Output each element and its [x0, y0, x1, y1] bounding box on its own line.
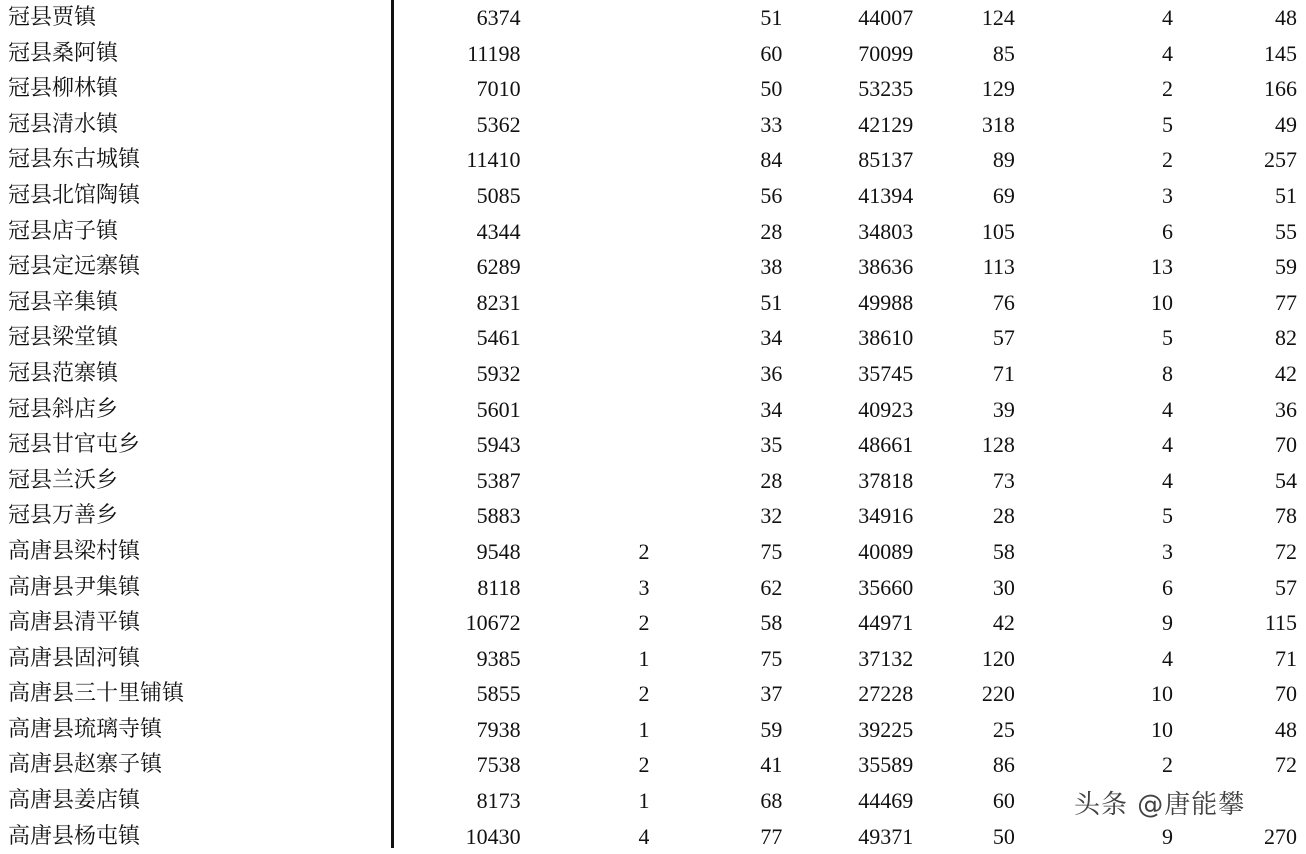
value-cell-c5: 113: [982, 254, 1015, 280]
value-cell-c3: 84: [760, 147, 783, 173]
value-cell-c1: 6374: [476, 5, 521, 30]
table-row: [0, 676, 1306, 712]
value-cell-c3: 56: [760, 182, 783, 208]
value-cell-c6: 13: [1151, 254, 1173, 280]
value-cell-c1: 5932: [476, 360, 521, 386]
value-cell-c6: 4: [1162, 40, 1173, 66]
value-cell-c2: [521, 356, 650, 392]
table-row: [0, 0, 1306, 36]
value-cell-c7: 48: [1275, 5, 1297, 30]
value-cell-c2: [521, 107, 650, 143]
value-cell-c3: 28: [760, 467, 783, 493]
value-cell-c5: 89: [992, 147, 1015, 173]
value-cell-c3: 34: [760, 325, 783, 351]
table-row: [0, 320, 1306, 356]
value-cell-c3: 75: [760, 538, 783, 564]
value-cell-c5: 86: [992, 752, 1015, 778]
value-cell-c7: 51: [1275, 182, 1297, 208]
table-row: [0, 819, 1306, 854]
value-cell-c3: 35: [760, 432, 783, 458]
value-cell-c4: 48661: [858, 432, 914, 458]
value-cell-c2: 4: [638, 823, 650, 849]
value-cell-c2: [521, 285, 650, 321]
township-name-cell: 高唐县三十里铺镇: [8, 681, 185, 707]
value-cell-c3: 77: [760, 823, 783, 849]
value-cell-c5: 76: [992, 289, 1015, 315]
value-cell-c4: 38610: [858, 325, 914, 351]
table-row: [0, 107, 1306, 143]
value-cell-c2: [521, 320, 650, 356]
value-cell-c3: 33: [760, 111, 783, 137]
value-cell-c6: 6: [1162, 574, 1173, 600]
table-row: [0, 285, 1306, 321]
township-name-cell: 高唐县杨屯镇: [8, 823, 141, 849]
value-cell-c3: 59: [760, 716, 783, 742]
value-cell-c2: 3: [638, 574, 650, 600]
township-name-cell: 高唐县赵寨子镇: [8, 752, 163, 778]
value-cell-c3: 60: [760, 40, 783, 66]
value-cell-c6: 2: [1162, 752, 1173, 778]
value-cell-c4: 44971: [858, 610, 914, 636]
value-cell-c7: 49: [1275, 111, 1297, 137]
value-cell-c7: 82: [1275, 325, 1297, 351]
value-cell-c5: 120: [981, 645, 1015, 671]
township-name-cell: 冠县北馆陶镇: [8, 182, 141, 208]
value-cell-c6: 9: [1162, 823, 1173, 849]
value-cell-c4: 44469: [858, 788, 914, 814]
value-cell-c5: 128: [981, 432, 1015, 458]
value-cell-c3: 37: [760, 681, 783, 707]
township-name-cell: 冠县范寨镇: [8, 360, 119, 386]
township-name-cell: 冠县店子镇: [8, 218, 119, 244]
township-name-cell: 冠县桑阿镇: [8, 40, 119, 66]
value-cell-c2: 2: [638, 610, 650, 636]
table-row: [0, 214, 1306, 250]
table-row: [0, 392, 1306, 428]
value-cell-c5: 42: [992, 610, 1015, 636]
value-cell-c4: 49988: [858, 289, 914, 315]
value-cell-c2: [521, 249, 650, 285]
watermark: 头条 @唐能攀: [1074, 790, 1246, 820]
value-cell-c2: [521, 142, 650, 178]
value-cell-c5: 30: [992, 574, 1015, 600]
column-divider: [391, 0, 394, 848]
value-cell-c2: 1: [638, 716, 650, 742]
township-name-cell: 高唐县姜店镇: [8, 788, 141, 814]
value-cell-c6: 2: [1162, 147, 1173, 173]
value-cell-c2: [521, 36, 650, 72]
value-cell-c1: 5883: [476, 503, 521, 529]
value-cell-c3: 75: [760, 645, 783, 671]
value-cell-c6: 4: [1162, 432, 1173, 458]
value-cell-c6: 4: [1162, 396, 1173, 422]
table-row: [0, 605, 1306, 641]
value-cell-c1: 6289: [476, 254, 521, 280]
value-cell-c7: 36: [1275, 396, 1297, 422]
value-cell-c4: 70099: [858, 40, 914, 66]
value-cell-c3: 38: [760, 254, 783, 280]
value-cell-c2: [521, 71, 650, 107]
township-name-cell: 冠县清水镇: [8, 111, 119, 137]
value-cell-c1: 9548: [476, 538, 521, 564]
table-row: [0, 641, 1306, 677]
value-cell-c6: 4: [1162, 467, 1173, 493]
value-cell-c7: 57: [1275, 574, 1297, 600]
value-cell-c4: 40923: [858, 396, 914, 422]
value-cell-c1: 8173: [476, 788, 521, 814]
value-cell-c1: 7010: [476, 76, 521, 102]
value-cell-c5: 60: [992, 788, 1015, 814]
value-cell-c7: 70: [1275, 681, 1297, 707]
value-cell-c4: 38636: [858, 254, 914, 280]
table-row: [0, 463, 1306, 499]
value-cell-c3: 51: [760, 289, 783, 315]
value-cell-c1: 5461: [476, 325, 521, 351]
township-name-cell: 冠县兰沃乡: [8, 467, 119, 493]
value-cell-c3: 28: [760, 218, 783, 244]
township-name-cell: 冠县梁堂镇: [8, 325, 119, 351]
value-cell-c6: 6: [1162, 218, 1173, 244]
value-cell-c7: 70: [1275, 432, 1297, 458]
value-cell-c3: 34: [760, 396, 783, 422]
value-cell-c7: 59: [1275, 254, 1297, 280]
value-cell-c1: 5601: [476, 396, 521, 422]
value-cell-c6: 5: [1162, 503, 1173, 529]
value-cell-c4: 35589: [858, 752, 914, 778]
table-row: [0, 36, 1306, 72]
value-cell-c2: [521, 0, 650, 36]
value-cell-c3: 62: [760, 574, 783, 600]
value-cell-c4: 34916: [858, 503, 914, 529]
value-cell-c7: 55: [1275, 218, 1297, 244]
value-cell-c2: [521, 178, 650, 214]
township-name-cell: 高唐县清平镇: [8, 610, 141, 636]
value-cell-c6: 5: [1162, 325, 1173, 351]
table-row: [0, 356, 1306, 392]
value-cell-c5: 73: [992, 467, 1015, 493]
value-cell-c3: 68: [760, 788, 783, 814]
value-cell-c7: 42: [1275, 360, 1297, 386]
value-cell-c4: 40089: [858, 538, 914, 564]
value-cell-c7: 270: [1264, 823, 1297, 849]
value-cell-c5: 57: [992, 325, 1015, 351]
value-cell-c7: 72: [1275, 752, 1297, 778]
township-name-cell: 高唐县琉璃寺镇: [8, 716, 163, 742]
value-cell-c7: 72: [1275, 538, 1297, 564]
table-row: [0, 534, 1306, 570]
value-cell-c1: 7538: [476, 752, 521, 778]
table-row: [0, 249, 1306, 285]
value-cell-c5: 85: [992, 40, 1015, 66]
value-cell-c1: 5387: [476, 467, 521, 493]
value-cell-c7: 78: [1275, 503, 1297, 529]
value-cell-c1: 5085: [476, 182, 521, 208]
value-cell-c7: 54: [1275, 467, 1297, 493]
table-row: [0, 712, 1306, 748]
township-name-cell: 冠县柳林镇: [8, 76, 119, 102]
value-cell-c1: 8231: [476, 289, 521, 315]
value-cell-c2: 2: [638, 752, 650, 778]
value-cell-c4: 35745: [858, 360, 914, 386]
table-row: [0, 570, 1306, 606]
table-row: [0, 142, 1306, 178]
value-cell-c6: 8: [1162, 360, 1173, 386]
township-name-cell: 高唐县梁村镇: [8, 538, 141, 564]
value-cell-c4: 37132: [858, 645, 914, 671]
value-cell-c4: 39225: [858, 716, 914, 742]
table-row: [0, 498, 1306, 534]
value-cell-c1: 7938: [476, 716, 521, 742]
value-cell-c5: 69: [992, 182, 1015, 208]
value-cell-c2: [521, 392, 650, 428]
value-cell-c5: 129: [981, 76, 1015, 102]
value-cell-c5: 28: [992, 503, 1015, 529]
value-cell-c1: 11410: [466, 147, 521, 173]
township-name-cell: 冠县东古城镇: [8, 147, 141, 173]
value-cell-c7: 145: [1264, 40, 1297, 66]
value-cell-c1: 11198: [467, 40, 521, 66]
value-cell-c6: 3: [1162, 182, 1173, 208]
value-cell-c1: 9385: [476, 645, 521, 671]
value-cell-c2: [521, 427, 650, 463]
value-cell-c2: [521, 214, 650, 250]
table-row: [0, 747, 1306, 783]
value-cell-c6: 10: [1151, 289, 1173, 315]
township-name-cell: 高唐县尹集镇: [8, 574, 141, 600]
township-name-cell: 冠县斜店乡: [8, 396, 119, 422]
value-cell-c1: 5943: [476, 432, 521, 458]
value-cell-c2: 1: [638, 645, 650, 671]
township-name-cell: 冠县万善乡: [8, 503, 119, 529]
value-cell-c4: 44007: [858, 5, 914, 30]
township-name-cell: 冠县贾镇: [8, 5, 97, 30]
value-cell-c4: 34803: [858, 218, 914, 244]
value-cell-c4: 42129: [858, 111, 914, 137]
value-cell-c6: 2: [1162, 76, 1173, 102]
value-cell-c6: 4: [1162, 645, 1173, 671]
value-cell-c5: 220: [981, 681, 1015, 707]
township-name-cell: 冠县辛集镇: [8, 289, 119, 315]
township-name-cell: 冠县甘官屯乡: [8, 432, 141, 458]
value-cell-c2: [521, 463, 650, 499]
table-row: [0, 427, 1306, 463]
value-cell-c5: 25: [992, 716, 1015, 742]
value-cell-c2: 2: [638, 681, 650, 707]
value-cell-c4: 41394: [858, 182, 914, 208]
value-cell-c6: 10: [1151, 716, 1173, 742]
value-cell-c4: 37818: [858, 467, 914, 493]
value-cell-c6: 10: [1151, 681, 1173, 707]
value-cell-c4: 27228: [858, 681, 914, 707]
value-cell-c5: 58: [992, 538, 1015, 564]
value-cell-c2: 1: [638, 788, 650, 814]
value-cell-c7: 115: [1264, 610, 1297, 636]
value-cell-c3: 58: [760, 610, 783, 636]
value-cell-c2: 2: [638, 538, 650, 564]
value-cell-c3: 41: [760, 752, 783, 778]
table-row: [0, 178, 1306, 214]
value-cell-c3: 50: [760, 76, 783, 102]
value-cell-c3: 32: [760, 503, 783, 529]
value-cell-c6: 9: [1162, 610, 1173, 636]
value-cell-c4: 53235: [858, 76, 914, 102]
value-cell-c4: 49371: [858, 823, 914, 849]
value-cell-c7: 77: [1275, 289, 1297, 315]
value-cell-c1: 10672: [465, 610, 521, 636]
value-cell-c6: 3: [1162, 538, 1173, 564]
value-cell-c5: 71: [992, 360, 1015, 386]
value-cell-c1: 10430: [465, 823, 521, 849]
value-cell-c5: 318: [981, 111, 1015, 137]
value-cell-c1: 4344: [476, 218, 521, 244]
value-cell-c6: 5: [1162, 111, 1173, 137]
value-cell-c5: 105: [981, 218, 1015, 244]
value-cell-c5: 124: [981, 5, 1015, 30]
value-cell-c6: 4: [1162, 5, 1173, 30]
value-cell-c7: 48: [1275, 716, 1297, 742]
value-cell-c2: [521, 498, 650, 534]
value-cell-c5: 50: [992, 823, 1015, 849]
value-cell-c4: 35660: [858, 574, 914, 600]
value-cell-c1: 5855: [476, 681, 521, 707]
value-cell-c3: 36: [760, 360, 783, 386]
value-cell-c1: 8118: [477, 574, 521, 600]
value-cell-c5: 39: [992, 396, 1015, 422]
value-cell-c3: 51: [760, 5, 783, 30]
township-name-cell: 高唐县固河镇: [8, 645, 141, 671]
value-cell-c7: 257: [1264, 147, 1297, 173]
value-cell-c7: 166: [1264, 76, 1297, 102]
township-name-cell: 冠县定远寨镇: [8, 254, 141, 280]
value-cell-c1: 5362: [476, 111, 521, 137]
value-cell-c7: 71: [1275, 645, 1297, 671]
value-cell-c4: 85137: [858, 147, 914, 173]
table-row: [0, 71, 1306, 107]
